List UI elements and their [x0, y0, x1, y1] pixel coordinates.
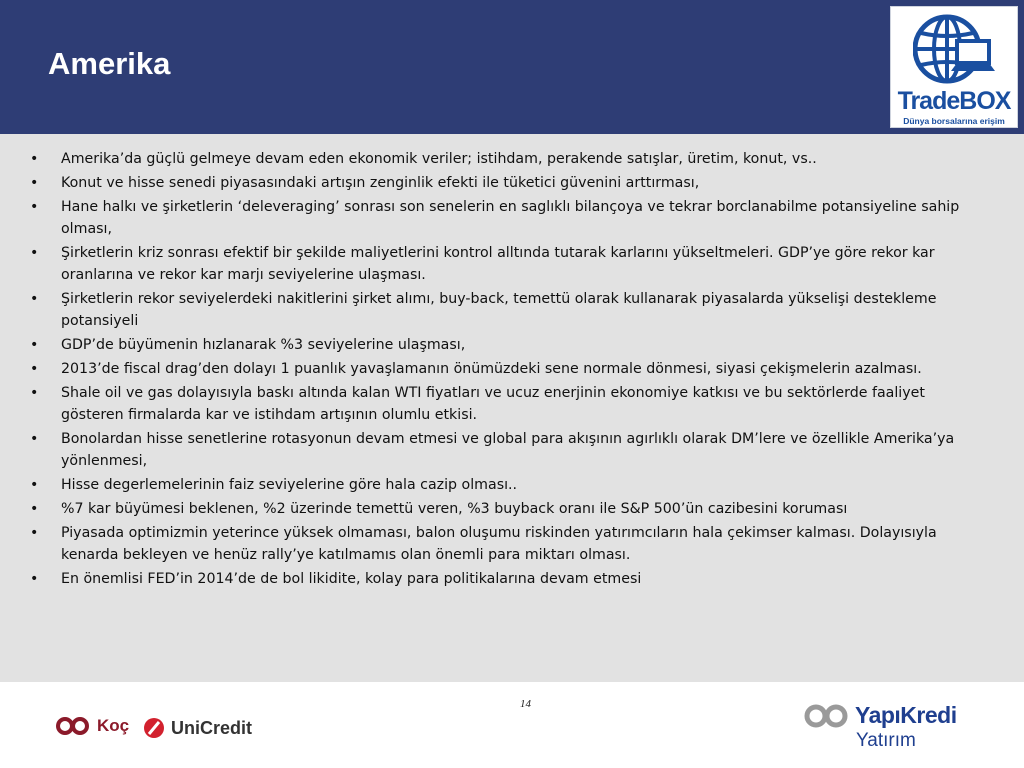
page-title: Amerika: [48, 46, 171, 81]
bullet-dot: •: [30, 431, 39, 447]
bullet-text: Şirketlerin rekor seviyelerdeki nakitlerini şirket alımı, buy-back, temettü olarak kullanarak piyasalarda yükselişi destekleme potansiyeli: [61, 291, 937, 329]
yapikredi-logo: [804, 702, 957, 729]
yatirim-label: Yatırım: [856, 730, 916, 751]
globe-laptop-icon: [913, 11, 997, 87]
bullet-item: [0, 196, 1024, 240]
bullet-item: [0, 148, 1024, 170]
bullet-item: [0, 428, 1024, 472]
bullet-text: Şirketlerin kriz sonrası efektif bir şekilde maliyetlerini kontrol alltında tutarak karlarını yükseltmeleri. GDP’ye göre rekor kar oranlarına ve rekor kar marjı seviyelerine ulaşması.: [61, 245, 935, 283]
bullet-dot: •: [30, 291, 39, 307]
unicredit-logo: [142, 716, 252, 740]
bullet-text: Hisse degerlemelerinin faiz seviyelerine göre hala cazip olması..: [61, 477, 518, 493]
bullet-text: Konut ve hisse senedi piyasasındaki artışın zenginlik efekti ile tüketici güvenini arttırması,: [61, 175, 700, 191]
content-panel: [0, 134, 1024, 682]
bullet-dot: •: [30, 571, 39, 587]
bullet-item: [0, 498, 1024, 520]
yapikredi-emblem-icon: [804, 703, 850, 729]
tradebox-logo: [890, 6, 1018, 128]
bullet-text: Shale oil ve gas dolayısıyla baskı altında kalan WTI fiyatları ve ucuz enerjinin ekonomiye katkısı ve bu sektörlerde faaliyet gösteren firmalarda kar ve istihdam artışının olumlu etkisi.: [61, 385, 925, 423]
bullet-text: En önemlisi FED’in 2014’de de bol likidite, kolay para politikalarına devam etmesi: [61, 571, 642, 587]
bullet-item: [0, 358, 1024, 380]
tradebox-tagline: Dünya borsalarına erişim: [903, 116, 1005, 126]
bullet-dot: •: [30, 337, 39, 353]
bullet-item: [0, 522, 1024, 566]
bullet-item: [0, 334, 1024, 356]
koc-emblem-icon: [55, 716, 93, 736]
yapikredi-name: YapıKredi: [855, 702, 957, 728]
bullet-dot: •: [30, 477, 39, 493]
page-number: 14: [520, 698, 531, 710]
koc-logo: [55, 716, 129, 736]
bullet-text: Bonolardan hisse senetlerine rotasyonun devam etmesi ve global para akışının agırlıklı olarak DM’lere ve özellikle Amerika’ya yönlenmesi,: [61, 431, 955, 469]
koc-name: Koç: [97, 716, 130, 735]
bullet-text: 2013’de fiscal drag’den dolayı 1 puanlık yavaşlamanın önümüzdeki sene normale dönmesi, siyasi çekişmelerin azalması.: [61, 361, 922, 377]
bullet-item: [0, 568, 1024, 590]
bullet-text: GDP’de büyümenin hızlanarak %3 seviyelerine ulaşması,: [61, 337, 466, 353]
bullet-text: Amerika’da güçlü gelmeye devam eden ekonomik veriler; istihdam, perakende satışlar, üretim, konut, vs..: [61, 151, 817, 167]
bullet-dot: •: [30, 385, 39, 401]
bullet-text: Hane halkı ve şirketlerin ‘deleveraging’ sonrası son senelerin en saglıklı bilançoya ve tekrar borclanabilme potansiyeline sahip olması,: [61, 199, 960, 237]
header-bar: [0, 0, 1024, 134]
bullet-item: [0, 474, 1024, 496]
unicredit-name: UniCredit: [171, 717, 252, 738]
tradebox-name: TradeBOX: [897, 87, 1011, 115]
bullet-item: [0, 242, 1024, 286]
bullet-list: [0, 148, 1024, 592]
bullet-text: %7 kar büyümesi beklenen, %2 üzerinde temettü veren, %3 buyback oranı ile S&P 500’ün cazibesini koruması: [61, 501, 848, 517]
bullet-dot: •: [30, 175, 39, 191]
bullet-item: [0, 172, 1024, 194]
bullet-dot: •: [30, 501, 39, 517]
bullet-text: Piyasada optimizmin yeterince yüksek olmaması, balon oluşumu riskinden yatırımcıların hala çekimser kalması. Dolayısıyla kenarda bekleyen ve henüz rally’ye katılmamıs olan önemli para miktarı olması.: [61, 525, 937, 563]
bullet-dot: •: [30, 199, 39, 215]
bullet-dot: •: [30, 361, 39, 377]
unicredit-emblem-icon: [142, 716, 166, 740]
bullet-item: [0, 382, 1024, 426]
bullet-item: [0, 288, 1024, 332]
bullet-dot: •: [30, 151, 39, 167]
bullet-dot: •: [30, 525, 39, 541]
bullet-dot: •: [30, 245, 39, 261]
